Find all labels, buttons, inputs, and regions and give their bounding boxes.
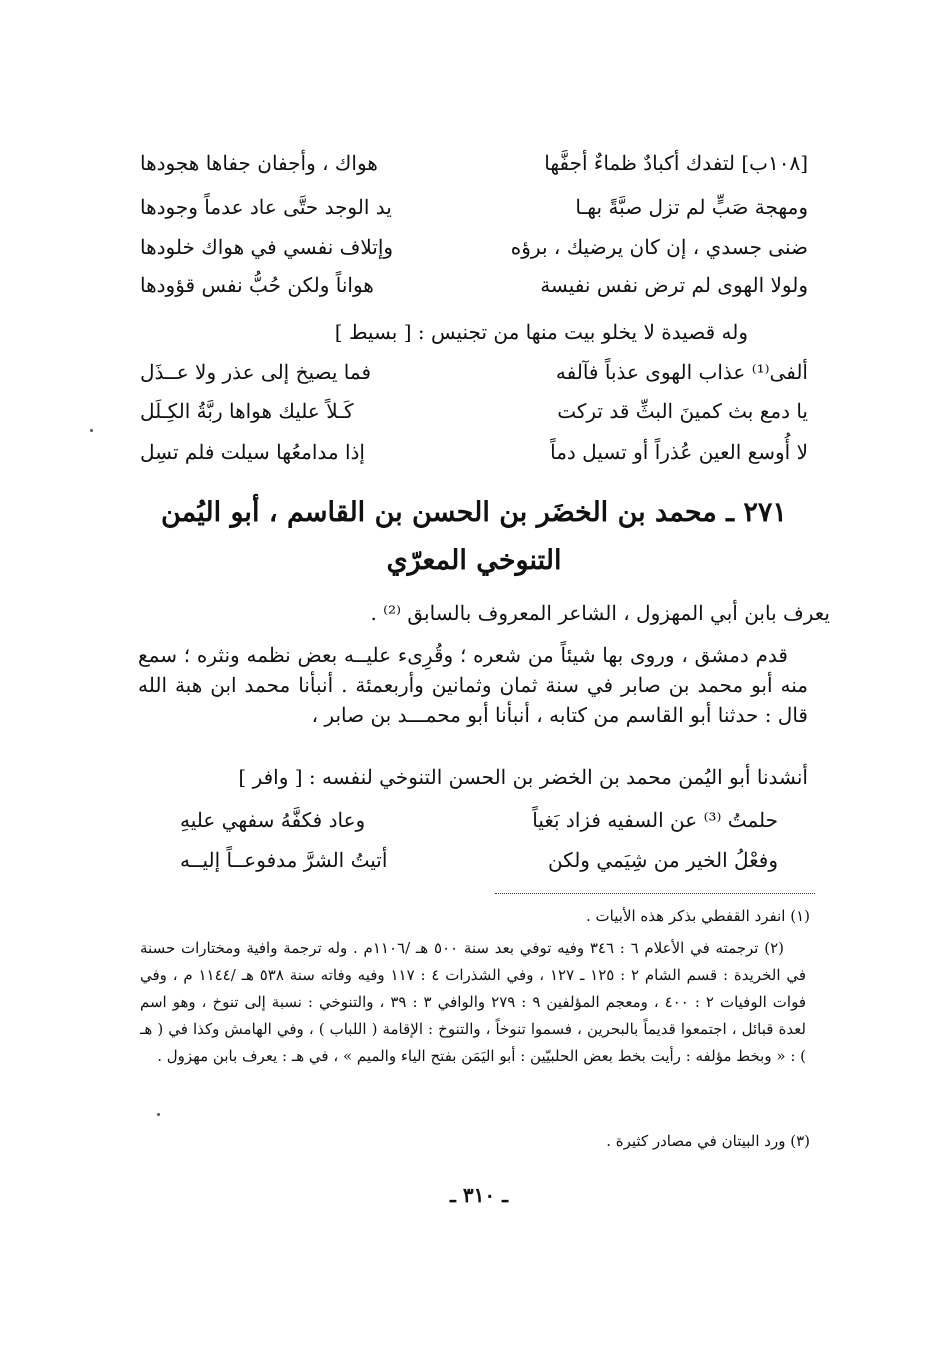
verse-row bbox=[140, 265, 808, 305]
verse-second-hemistich: وعاد فكفَّهُ سفهي عليهِ bbox=[180, 808, 366, 832]
verse-second-hemistich: هواناً ولكن حُبُّ نفس قؤودها bbox=[140, 273, 374, 297]
verse-second-hemistich: كَـلاً عليك هواها ربَّةُ الكِـلَل bbox=[140, 399, 354, 423]
entry-paragraph-3: أنشدنا أبو اليُمن محمد بن الخضر بن الحسن التنوخي لنفسه : [ وافر ] bbox=[238, 765, 808, 789]
verse-first-hemistich: [١٠٨ب] لتفدك أكبادٌ ظماءٌ أجفَّها bbox=[544, 151, 808, 175]
verse-first-hemistich: يا دمع بث كمينَ البثِّ قد تركت bbox=[557, 399, 808, 423]
verse-second-hemistich: أتيتُ الشرَّ مدفوعــاً إليــه bbox=[180, 848, 388, 872]
entry-title-line-2: التنوخي المعرّي bbox=[386, 545, 562, 576]
verse-first-hemistich: وفعْلُ الخير من شِيَمي ولكن bbox=[547, 848, 778, 872]
verse-first-hemistich: حلمتُ ⁽³⁾ عن السفيه فزاد بَغياً bbox=[532, 808, 778, 832]
verse-second-hemistich: يد الوجد حتَّى عاد عدماً وجودها bbox=[140, 195, 392, 219]
verse-row bbox=[140, 227, 808, 267]
verse-first-hemistich: ضنى جسدي ، إن كان يرضيك ، برؤه bbox=[510, 235, 808, 259]
footnote-2: (٢) ترجمته في الأعلام ٦ : ٣٤٦ وفيه توفي بعد سنة ٥٠٠ هـ /١١٠٦م . وله ترجمة وافية ومختارات حسنة في الخريدة : قسم الشام ٢ : ١٢٥ ـ ١٢٧ ، وفي الشذرات ٤ : ١١٧ وفيه وفاته سنة ٥٣٨ هـ /١١٤٤ م ، وفي فوات الوفيات ٢ : ٤٠٠ ، ومعجم المؤلفين ٩ : ٢٧٩ والوافي ٣ : ٣٩ ، والتنوخي : نسبة إلى تنوخ ، وهو اسم لعدة قبائل ، اجتمعوا قديماً بالبحرين ، فسموا تنوخاً ، والتنوخ : الإقامة ( اللباب ) ، وفي الهامش وكذا في ( هـ ) : « وبخط مؤلفه : رأيت بخط بعض الحلبيّين : أبو اليَمَن بفتح الياء والميم » ، في هـ : يعرف بابن مهزول . bbox=[140, 939, 807, 1065]
verse-row bbox=[180, 840, 778, 880]
entry-paragraph-1: يعرف بابن أبي المهزول ، الشاعر المعروف بالسابق ⁽²⁾ . bbox=[370, 601, 830, 625]
scan-speck bbox=[157, 1113, 160, 1116]
verse-first-hemistich: ألفى⁽¹⁾ عذاب الهوى عذباً فآلفه bbox=[555, 360, 808, 384]
scan-speck bbox=[90, 429, 93, 432]
verse-first-hemistich: ولولا الهوى لم ترض نفس نفيسة bbox=[540, 273, 808, 297]
page-number: ـ ٣١٠ ـ bbox=[450, 1183, 508, 1207]
footnote-3: (٣) ورد البيتان في مصادر كثيرة . bbox=[606, 1132, 810, 1150]
verse-first-hemistich: لا أُوسع العين عُذراً أو تسيل دماً bbox=[550, 440, 808, 464]
verse-row bbox=[140, 432, 808, 472]
verse-row bbox=[140, 391, 808, 431]
verse-row bbox=[140, 143, 808, 183]
verse-row bbox=[140, 187, 808, 227]
verse-second-hemistich: وإتلاف نفسي في هواك خلودها bbox=[140, 235, 394, 259]
footnote-1: (١) انفرد القفطي بذكر هذه الأبيات . bbox=[586, 907, 810, 925]
verse-second-hemistich: إذا مدامعُها سيلت فلم تسِل bbox=[140, 440, 365, 464]
entry-paragraph-2: قدم دمشق ، وروى بها شيئاً من شعره ؛ وقُرِىء عليــه بعض نظمه ونثره ؛ سمع منه أبو محمد بن صابر في سنة ثمان وثمانين وأربعمئة . أنبأنا محمد ابن هبة الله قال : حدثنا أبو القاسم من كتابه ، أنبأنا أبو محمـــد بن صابر ، bbox=[138, 643, 808, 727]
footnote-separator bbox=[495, 893, 815, 894]
verse-first-hemistich: ومهجة صَبٍّ لم تزل صبَّةً بهـا bbox=[575, 195, 808, 219]
verse-row bbox=[140, 352, 808, 392]
verse-row bbox=[180, 800, 778, 840]
poem-2-intro: وله قصيدة لا يخلو بيت منها من تجنيس : [ بسيط ] bbox=[334, 320, 748, 344]
verse-second-hemistich: فما يصيخ إلى عذر ولا عــذَل bbox=[140, 360, 372, 384]
verse-second-hemistich: هواك ، وأجفان جفاها هجودها bbox=[140, 151, 378, 175]
entry-title-line-1: ٢٧١ ـ محمد بن الخضَر بن الحسن بن القاسم ، أبو اليُمن bbox=[161, 497, 787, 528]
